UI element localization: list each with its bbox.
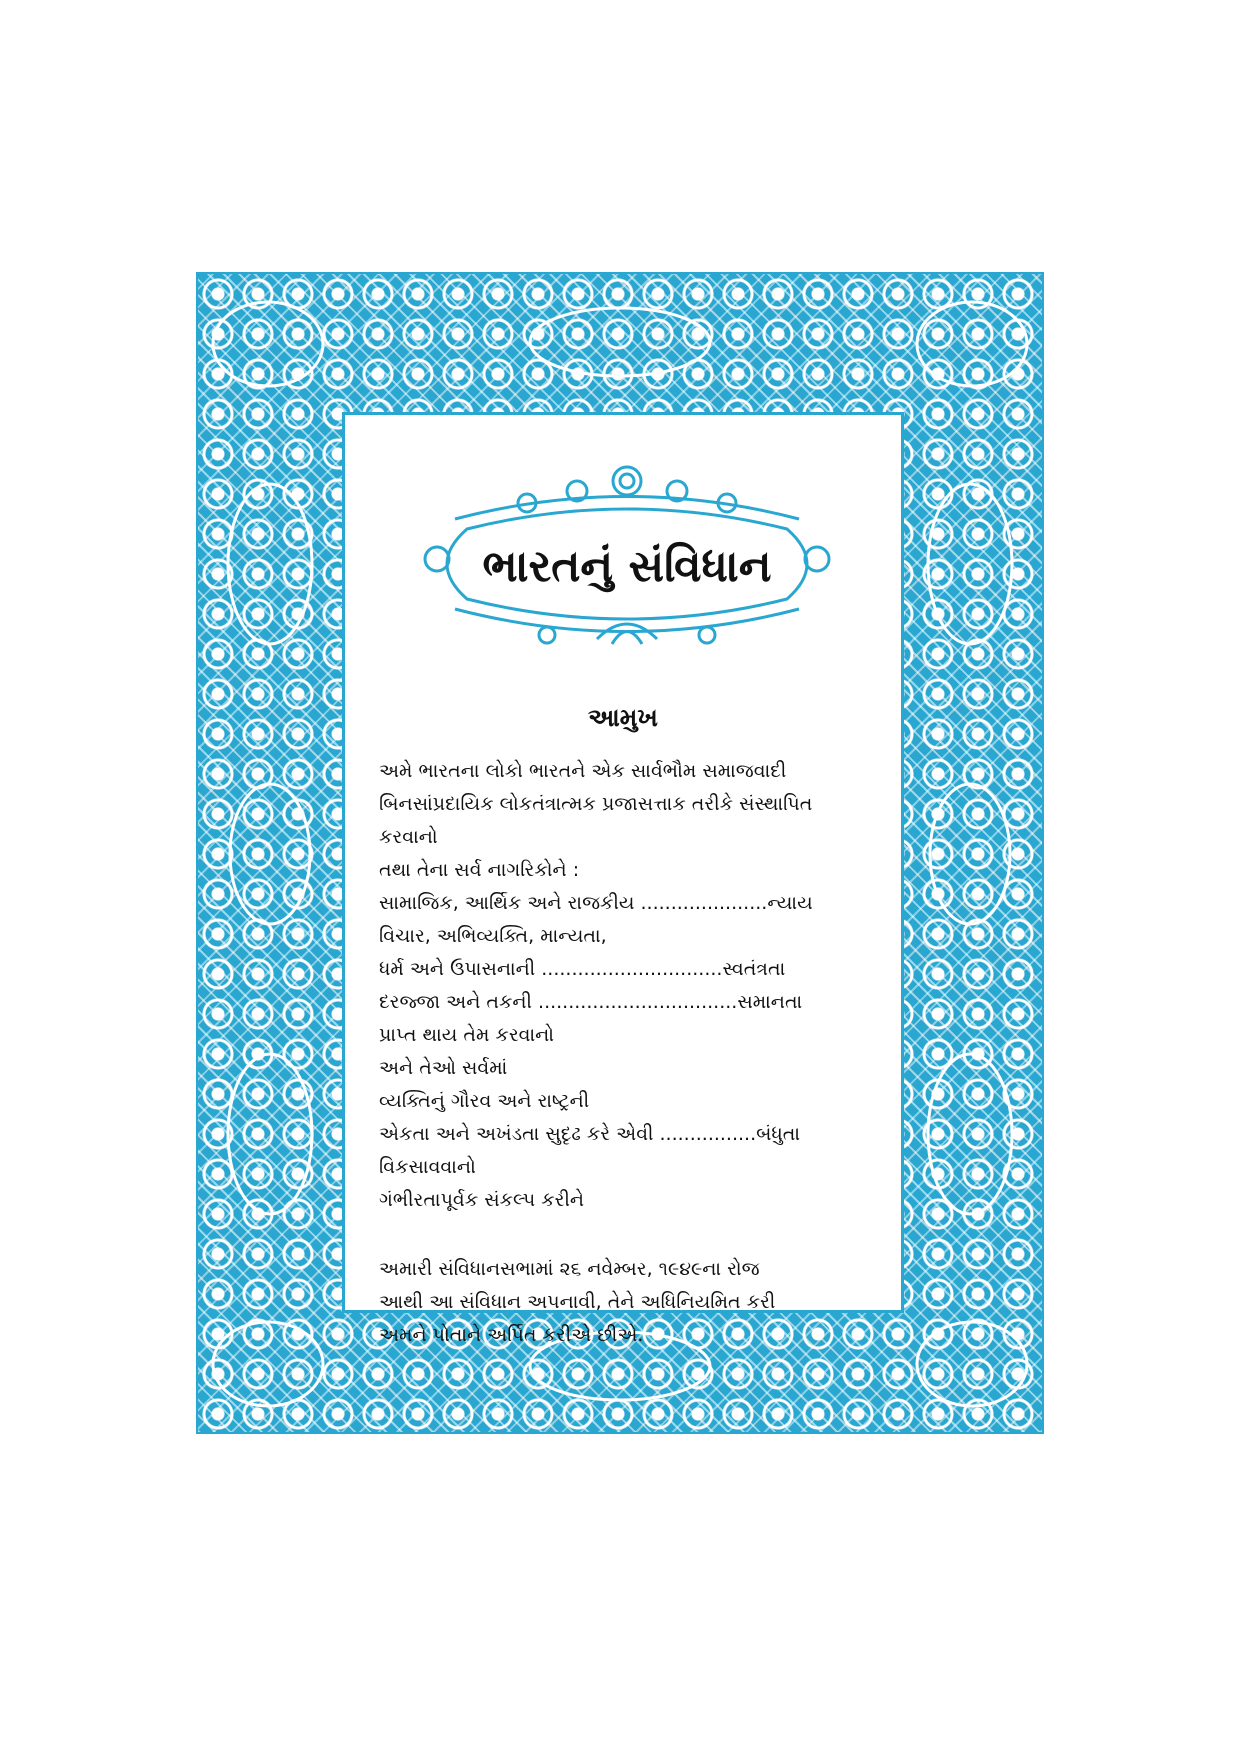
paisley-motif [930, 784, 1010, 924]
preamble-line: અને તેઓ સર્વમાં [379, 1057, 508, 1079]
preamble-line: કરવાનો [379, 826, 438, 848]
preamble-panel [342, 412, 904, 1346]
elephant-motif [917, 1322, 1027, 1406]
peacock-motif [928, 484, 1012, 644]
preamble-line: વ્યક્તિનું ગૌરવ અને રાષ્ટ્રની [379, 1090, 590, 1112]
preamble-line: વિચાર, અભિવ્યક્તિ, માન્યતા, [379, 925, 607, 947]
paisley-motif [230, 784, 310, 924]
closing-line: અમને પોતાને અર્પિત કરીએ છીએ. [379, 1324, 644, 1346]
decorative-border-frame [196, 272, 1044, 1434]
preamble-line: બિનસાંપ્રદાયિક લોકતંત્રાત્મક પ્રજાસત્તાક તરીકે સંસ્થાપિત [379, 793, 813, 815]
peacock-motif [928, 1054, 1012, 1214]
closing-line: અમારી સંવિધાનસભામાં ૨૬ નવેમ્બર, ૧૯૪૯ના રોજ [379, 1258, 760, 1280]
elephant-motif [213, 302, 323, 386]
preamble-line: સામાજિક, આર્થિક અને રાજકીય .....................ન્યાય [379, 892, 813, 914]
page-title: ભારતનું સંવિધાન [482, 541, 772, 592]
preamble-line: વિકસાવવાનો [379, 1156, 476, 1178]
closing-text [379, 1253, 879, 1352]
preamble-text [379, 755, 879, 1217]
preamble-line: ધર્મ અને ઉપાસનાની ..............................સ્વતંત્રતા [379, 958, 786, 980]
section-heading: આમુખ [587, 703, 658, 732]
preamble-line: પ્રાપ્ત થાય તેમ કરવાનો [379, 1024, 555, 1046]
preamble-line: દરજ્જા અને તકની .................................સમાનતા [379, 991, 803, 1013]
preamble-line: એકતા અને અખંડતા સુદૃઢ કરે એવી ................બંધુતા [379, 1123, 801, 1145]
elephant-motif [917, 302, 1027, 386]
preamble-line: તથા તેના સર્વ નાગરિકોને : [379, 859, 580, 881]
tiger-motif [530, 308, 710, 376]
preamble-line: ગંભીરતાપૂર્વક સંકલ્પ કરીને [379, 1189, 585, 1211]
peacock-motif [228, 1054, 312, 1214]
closing-line: આથી આ સંવિધાન અપનાવી, તેને અધિનિયમિત કરી [379, 1291, 776, 1313]
peacock-motif [228, 484, 312, 644]
elephant-motif [213, 1322, 323, 1406]
preamble-line: અમે ભારતના લોકો ભારતને એક સાર્વભૌમ સમાજવાદી [379, 760, 787, 782]
